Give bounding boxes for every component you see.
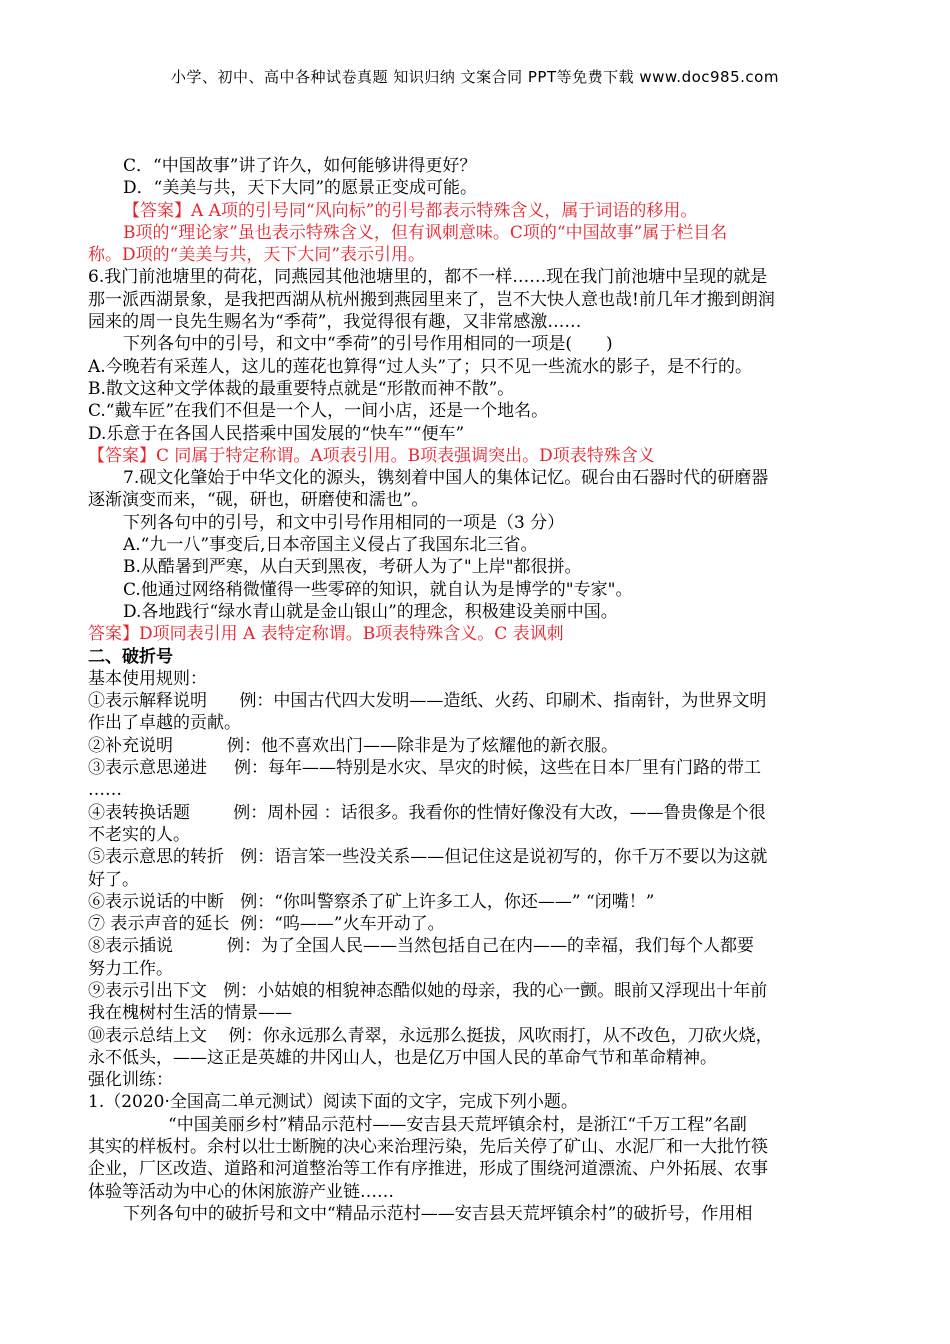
rule-3: ③表示意思递进 例：每年——特别是水灾、旱灾的时候，这些在日本厂里有门路的带工: [88, 758, 762, 779]
practice-q1-passage-line2: 其实的样板村。余村以壮士断腕的决心来治理污染，先后关停了矿山、水泥厂和一大批竹筷: [88, 1137, 768, 1158]
practice-q1-question: 下列各句中的破折号和文中“精品示范村——安吉县天荒坪镇余村”的破折号，作用相: [123, 1203, 753, 1224]
rules-label: 基本使用规则：: [88, 668, 207, 689]
rule-10: ⑩表示总结上文 例：你永远那么青翠，永远那么挺拔，风吹雨打，从不改色，刀砍火烧，: [88, 1025, 773, 1046]
q6-passage-line2: 那一派西湖景象，是我把西湖从杭州搬到燕园里来了，岂不大快人意也哉!前几年才搬到朗润: [88, 289, 775, 310]
q5-option-d: D．“美美与共，天下大同”的愿景正变成可能。: [123, 178, 478, 199]
rule-4: ④表转换话题 例：周朴园 ：话很多。我看你的性情好像没有大改，——鲁贵像是个很: [88, 802, 766, 823]
q5-answer: 【答案】A A项的引号同“风向标”的引号都表示特殊含义，属于词语的移用。: [123, 200, 698, 221]
practice-q1-passage-line3: 企业，厂区改造、道路和河道整治等工作有序推进，形成了围绕河道漂流、户外拓展、农事: [88, 1159, 768, 1180]
practice-q1-intro: 1.（2020·全国高二单元测试）阅读下面的文字，完成下列小题。: [88, 1092, 578, 1113]
rule-4-cont: 不老实的人。: [88, 824, 190, 845]
rule-2: ②补充说明 例：他不喜欢出门——除非是为了炫耀他的新衣服。: [88, 735, 619, 756]
q7-option-c: C.他通过网络稍微懂得一些零碎的知识，就自认为是博学的"专家"。: [123, 579, 633, 600]
rule-3-cont: ……: [88, 780, 122, 801]
q7-passage-line2: 逐渐演变而来，“砚，研也，研磨使和濡也”。: [88, 490, 429, 511]
q7-passage-line1: 7.砚文化肇始于中华文化的源头，镌刻着中国人的集体记忆。砚台由石器时代的研磨器: [123, 468, 769, 489]
rule-1-cont: 作出了卓越的贡献。: [88, 713, 241, 734]
q7-question: 下列各句中的引号，和文中引号作用相同的一项是（3 分）: [123, 512, 565, 533]
q6-option-d: D.乐意于在各国人民搭乘中国发展的“快车”“便车”: [88, 423, 465, 444]
rule-9: ⑨表示引出下文 例：小姑娘的相貌神态酷似她的母亲，我的心一颤。眼前又浮现出十年前: [88, 980, 768, 1001]
q6-option-c: C.“戴车匠”在我们不但是一个人，一间小店，还是一个地名。: [88, 401, 549, 422]
rule-8-cont: 努力工作。: [88, 958, 173, 979]
rule-1: ①表示解释说明 例：中国古代四大发明——造纸、火药、印刷术、指南针，为世界文明: [88, 691, 767, 712]
q7-option-b: B.从酷暑到严寒，从白天到黑夜，考研人为了"上岸"都很拼。: [123, 557, 582, 578]
q5-answer-line3: 称。D项的“美美与共，天下大同”表示引用。: [88, 245, 426, 266]
q5-option-c: C．“中国故事”讲了许久，如何能够讲得更好？: [123, 156, 477, 176]
q7-option-a: A.“九一八”事变后,日本帝国主义侵占了我国东北三省。: [123, 535, 538, 556]
rule-9-cont: 我在槐树村生活的情景——: [88, 1003, 292, 1024]
q6-answer: 【答案】C 同属于特定称谓。A项表引用。B项表强调突出。D项表特殊含义: [88, 445, 655, 466]
rule-6: ⑥表示说话的中断 例：“你叫警察杀了矿上许多工人，你还——” “闭嘴！”: [88, 891, 655, 912]
section-title: 二、破折号: [88, 646, 173, 667]
q6-passage-line1: 6.我门前池塘里的荷花，同燕园其他池塘里的，都不一样……现在我门前池塘中呈现的就是: [88, 267, 768, 288]
rule-10-cont: 永不低头，——这正是英雄的井冈山人，也是亿万中国人民的革命气节和革命精神。: [88, 1047, 717, 1068]
practice-q1-passage-line1: “中国美丽乡村”精品示范村——安吉县天荒坪镇余村，是浙江“千万工程”名副: [168, 1114, 747, 1135]
rule-8: ⑧表示插说 例：为了全国人民——当然包括自己在内——的幸福，我们每个人都要: [88, 936, 755, 957]
practice-q1-passage-line4: 体验等活动为中心的休闲旅游产业链……: [88, 1181, 394, 1202]
q7-answer: 答案】D项同表引用 A 表特定称谓。B项表特殊含义。C 表讽刺: [88, 624, 564, 645]
q5-answer-line2: B项的“理论家”虽也表示特殊含义，但有讽刺意味。C项的“中国故事”属于栏目名: [123, 222, 728, 243]
rule-5-cont: 好了。: [88, 869, 139, 890]
document-body: [88, 155, 864, 1225]
q6-option-a: A.今晚若有采莲人，这儿的莲花也算得“过人头”了；只不见一些流水的影子，是不行的。: [88, 356, 753, 377]
practice-label: 强化训练：: [88, 1070, 173, 1091]
rule-5: ⑤表示意思的转折 例：语言笨一些没关系——但记住这是说初写的，你千万不要以为这就: [88, 847, 768, 868]
q6-option-b: B.散文这种文学体裁的最重要特点就是“形散而神不散”。: [88, 378, 515, 399]
page-header: 小学、初中、高中各种试卷真题 知识归纳 文案合同 PPT等免费下载 www.doc985.com: [171, 68, 779, 86]
q6-passage-line3: 园来的周一良先生赐名为“季荷”，我觉得很有趣，又非常感激……: [88, 312, 582, 333]
q6-question: 下列各句中的引号，和文中“季荷”的引号作用相同的一项是( ): [123, 334, 613, 355]
rule-7: ⑦ 表示声音的延长 例：“呜——”火车开动了。: [88, 914, 445, 935]
q7-option-d: D.各地践行“绿水青山就是金山银山”的理念，积极建设美丽中国。: [123, 601, 618, 622]
